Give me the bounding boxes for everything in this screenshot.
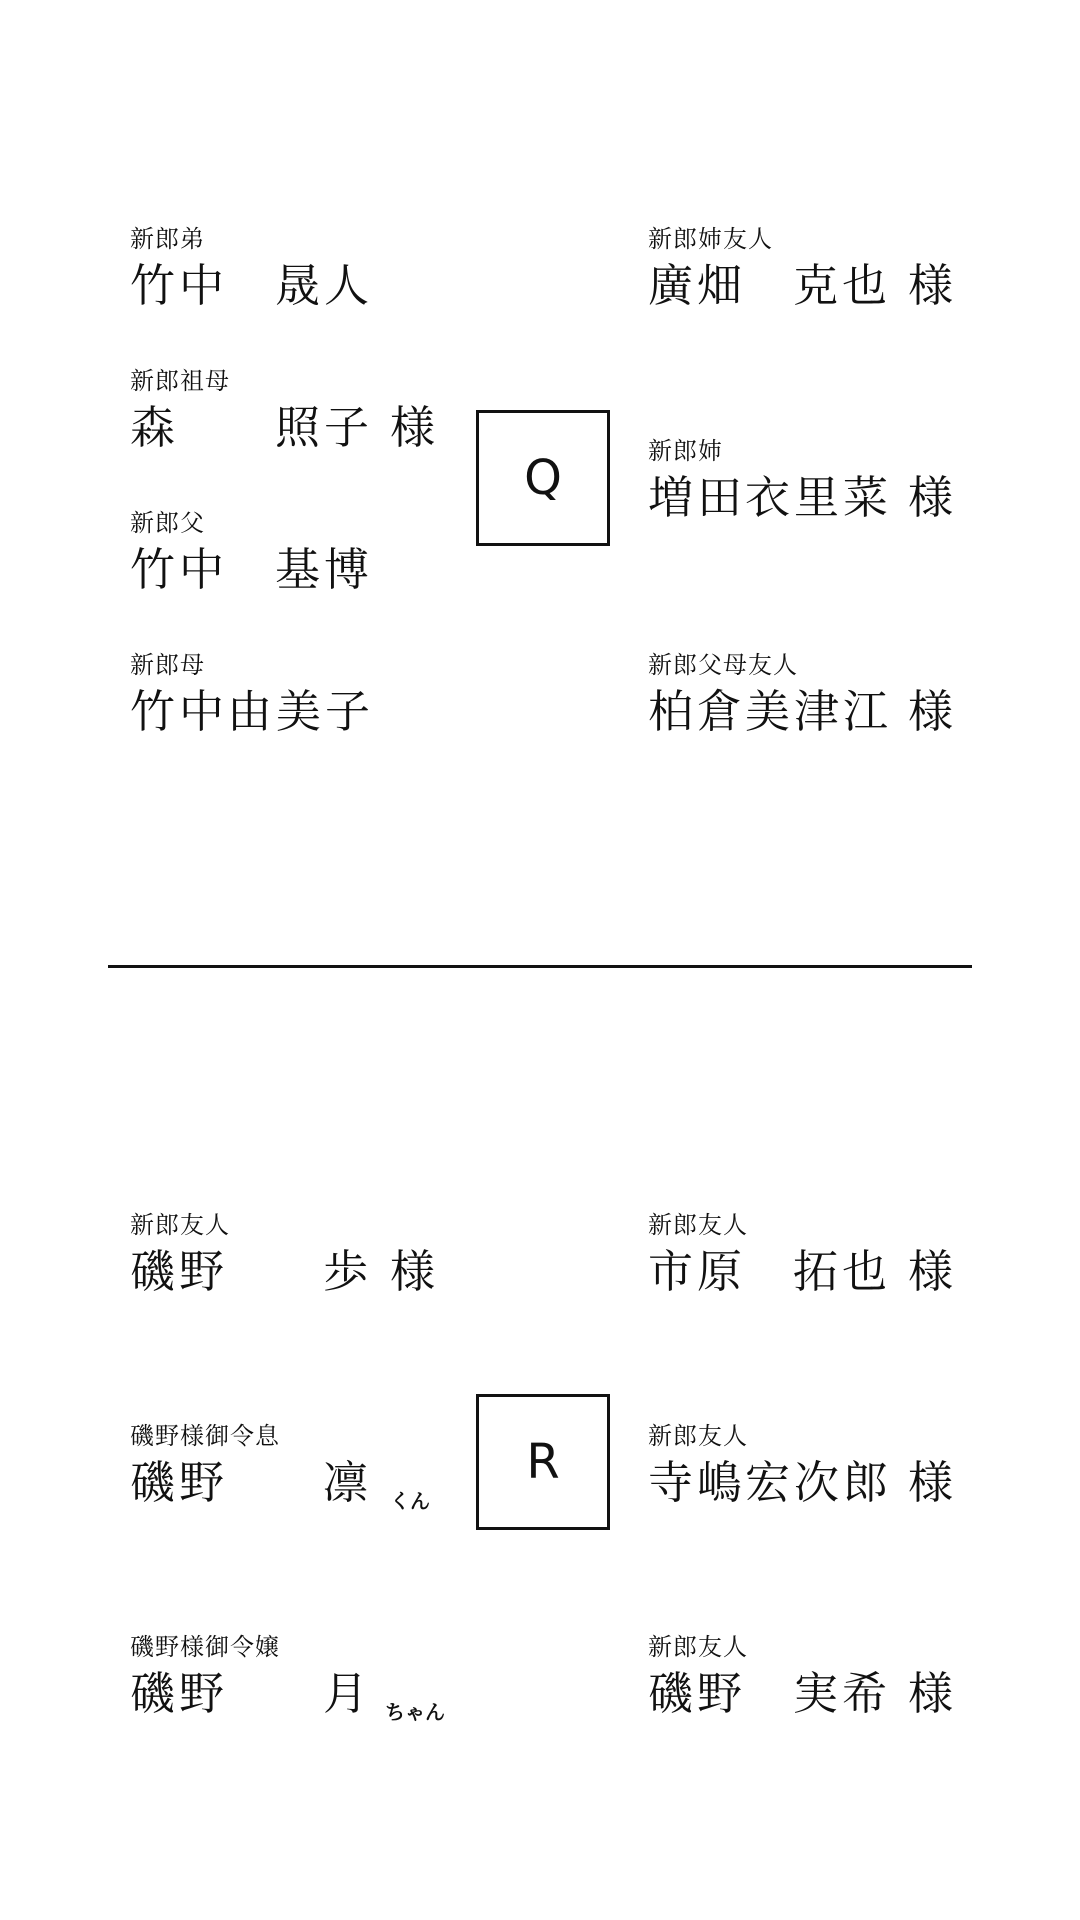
guest-relation: 新郎友人 (130, 1211, 230, 1239)
table-r-section (0, 968, 1080, 1920)
guest-first-name: 照子 (275, 401, 374, 454)
guest-name (648, 468, 1068, 528)
guest-card (648, 1421, 1068, 1513)
guest-name (648, 256, 1068, 316)
guest-last-name: 寺嶋 (648, 1456, 747, 1509)
guest-first-name: 衣里菜 (745, 471, 893, 524)
guest-card (648, 436, 1068, 528)
guest-last-name: 廣畑 (648, 259, 747, 312)
guest-first-name: 宏次郎 (745, 1456, 893, 1509)
guest-first-name: 拓也 (793, 1245, 892, 1298)
guest-name (648, 1242, 1068, 1302)
guest-honorific: 様 (390, 1245, 436, 1298)
guest-first-name: 基博 (275, 543, 374, 596)
guest-honorific: 様 (908, 1245, 954, 1298)
guest-relation: 新郎父母友人 (648, 651, 798, 679)
guest-card (648, 1210, 1068, 1302)
guest-last-name: 森 (130, 401, 180, 454)
guest-relation: 磯野様御令息 (130, 1422, 280, 1450)
guest-honorific: ちゃん (385, 1700, 445, 1724)
guest-card (130, 650, 550, 742)
guest-name (130, 1664, 550, 1724)
guest-name (648, 1664, 1068, 1724)
guest-relation: 新郎姉 (648, 437, 723, 465)
guest-last-name: 磯野 (130, 1245, 229, 1298)
guest-last-name: 竹中 (130, 259, 229, 312)
guest-last-name: 磯野 (130, 1456, 229, 1509)
guest-relation: 新郎友人 (648, 1633, 748, 1661)
guest-relation: 新郎友人 (648, 1422, 748, 1450)
guest-relation: 新郎姉友人 (648, 225, 773, 253)
table-label-box: R (476, 1394, 610, 1530)
guest-last-name: 竹中 (130, 543, 229, 596)
guest-card (648, 224, 1068, 316)
guest-relation: 新郎父 (130, 509, 205, 537)
guest-card (130, 1632, 550, 1724)
guest-last-name: 磯野 (648, 1667, 747, 1720)
guest-relation: 新郎祖母 (130, 367, 230, 395)
guest-first-name: 晟人 (275, 259, 374, 312)
guest-last-name: 竹中 (130, 685, 229, 738)
guest-card (130, 1210, 550, 1302)
guest-honorific: 様 (908, 471, 954, 524)
guest-honorific: 様 (908, 1456, 954, 1509)
guest-honorific: くん (390, 1489, 430, 1513)
guest-first-name: 歩 (323, 1245, 373, 1298)
guest-relation: 新郎弟 (130, 225, 205, 253)
guest-first-name: 実希 (793, 1667, 892, 1720)
guest-card (648, 1632, 1068, 1724)
guest-first-name: 月 (323, 1667, 373, 1720)
table-label-box: Q (476, 410, 610, 546)
guest-name (130, 682, 550, 742)
guest-name (648, 682, 1068, 742)
guest-honorific: 様 (908, 1667, 954, 1720)
guest-relation: 新郎友人 (648, 1211, 748, 1239)
guest-first-name: 美津江 (745, 685, 893, 738)
guest-honorific: 様 (908, 259, 954, 312)
guest-card (648, 650, 1068, 742)
guest-name (130, 540, 550, 600)
guest-last-name: 柏倉 (648, 685, 747, 738)
guest-last-name: 増田 (648, 471, 747, 524)
guest-first-name: 克也 (793, 259, 892, 312)
guest-last-name: 磯野 (130, 1667, 229, 1720)
guest-honorific: 様 (390, 401, 436, 454)
guest-name (130, 1242, 550, 1302)
guest-name (130, 256, 550, 316)
guest-last-name: 市原 (648, 1245, 747, 1298)
guest-card (130, 224, 550, 316)
guest-first-name: 凛 (323, 1456, 373, 1509)
guest-relation: 新郎母 (130, 651, 205, 679)
guest-name (648, 1453, 1068, 1513)
guest-relation: 磯野様御令嬢 (130, 1633, 280, 1661)
guest-honorific: 様 (908, 685, 954, 738)
guest-first-name: 由美子 (227, 685, 375, 738)
